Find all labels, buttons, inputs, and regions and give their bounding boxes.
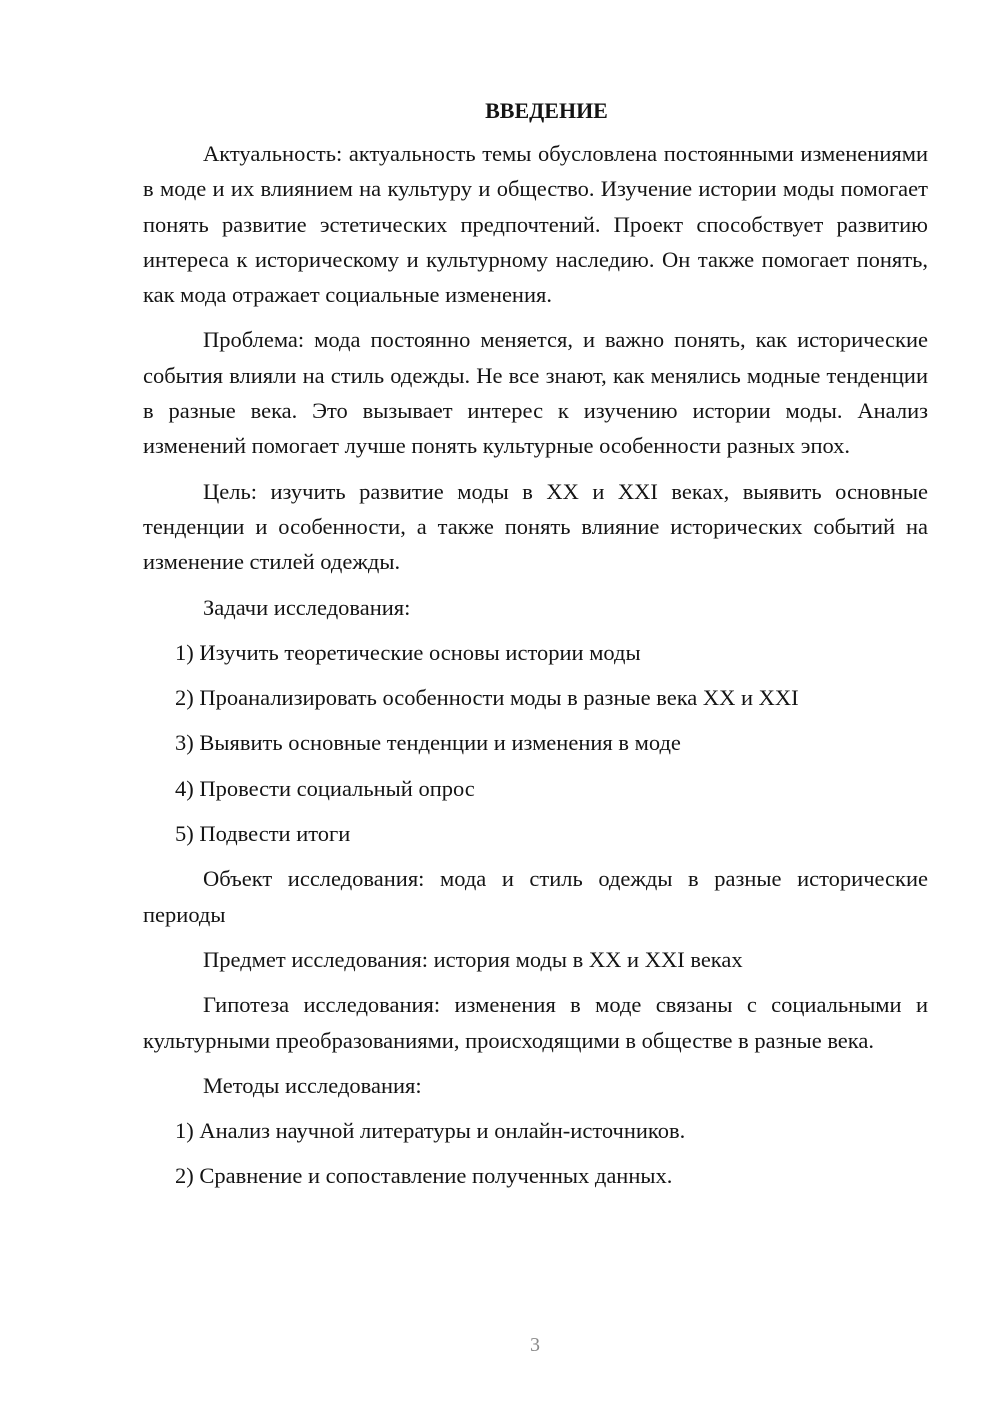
subject-paragraph: Предмет исследования: история моды в XX и XXI веках xyxy=(203,946,743,972)
page-number: 3 xyxy=(530,1334,540,1356)
page-content xyxy=(143,96,928,1204)
object-paragraph: Объект исследования: мода и стиль одежды в разные исторические периоды xyxy=(143,866,928,927)
hypothesis-paragraph: Гипотеза исследования: изменения в моде связаны с социальными и культурными преобразованиями, происходящими в обществе в разные века. xyxy=(143,992,928,1053)
task-item: 3) Выявить основные тенденции и изменения в моде xyxy=(175,730,681,756)
problem-paragraph: Проблема: мода постоянно меняется, и важно понять, как исторические события влияли на стиль одежды. Не все знают, как менялись модные тенденции в разные века. Это вызывает интерес к изучению истории моды. Анализ изменений помогает лучше понять культурные особенности разных эпох. xyxy=(143,327,928,459)
tasks-heading: Задачи исследования: xyxy=(203,594,411,620)
method-item: 2) Сравнение и сопоставление полученных данных. xyxy=(175,1163,673,1189)
method-item: 1) Анализ научной литературы и онлайн-источников. xyxy=(175,1118,686,1144)
task-item: 2) Проанализировать особенности моды в разные века XX и XXI xyxy=(175,685,799,711)
task-item: 1) Изучить теоретические основы истории моды xyxy=(175,639,641,665)
task-item: 5) Подвести итоги xyxy=(175,821,351,847)
methods-heading: Методы исследования: xyxy=(203,1072,422,1098)
tasks-list xyxy=(143,635,928,851)
methods-list xyxy=(143,1113,928,1194)
page-title: ВВЕДЕНИЕ xyxy=(485,98,608,123)
goal-paragraph: Цель: изучить развитие моды в XX и XXI веках, выявить основные тенденции и особенности, а также понять влияние исторических событий на изменение стилей одежды. xyxy=(143,478,928,575)
relevance-paragraph: Актуальность: актуальность темы обусловлена постоянными изменениями в моде и их влиянием на культуру и общество. Изучение истории моды помогает понять развитие эстетических предпочтений. Проект способствует развитию интереса к историческому и культурному наследию. Он также помогает понять, как мода отражает социальные изменения. xyxy=(143,141,928,308)
task-item: 4) Провести социальный опрос xyxy=(175,775,475,801)
